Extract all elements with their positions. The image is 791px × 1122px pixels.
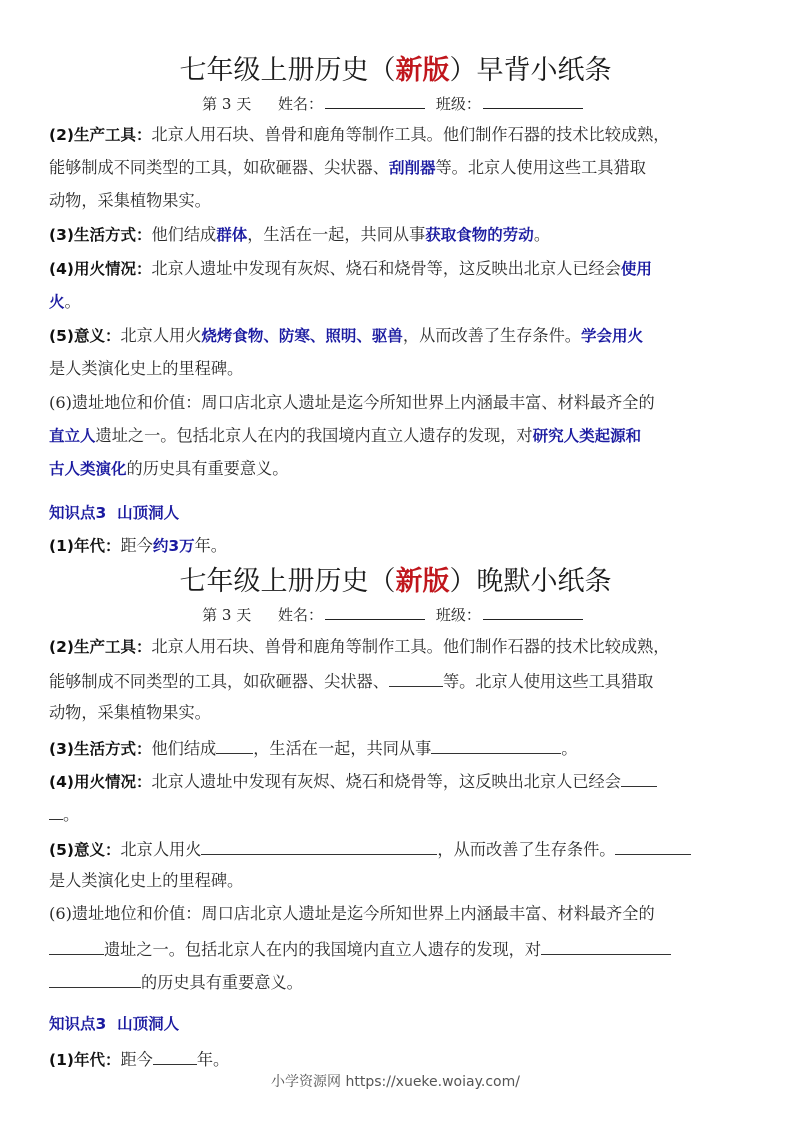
morning-subheader xyxy=(0,93,791,114)
text: 的历史具有重要意义。 xyxy=(126,459,289,478)
highlight: 古人类演化 xyxy=(49,460,127,478)
evening-title xyxy=(0,559,791,598)
text: 北京人用石块、兽骨和鹿角等制作工具。他们制作石器的技术比较成熟， xyxy=(151,125,670,144)
fill-blank[interactable] xyxy=(49,803,63,820)
text: 他们结成 xyxy=(151,739,217,758)
highlight: 烧烤食物、防寒、照明、驱兽 xyxy=(201,327,403,345)
title-highlight: 新版 xyxy=(395,566,450,597)
evening-meaning-line2 xyxy=(49,871,749,891)
morning-site-line3 xyxy=(49,459,749,479)
item-label: (3)生活方式： xyxy=(49,740,152,758)
text: 能够制成不同类型的工具，如砍砸器、尖状器、 xyxy=(49,672,389,691)
evening-fire-line2 xyxy=(49,803,749,825)
morning-title xyxy=(0,48,791,87)
text: 北京人遗址中发现有灰烬、烧石和烧骨等，这反映出北京人已经会 xyxy=(151,259,621,278)
knowledge-point: 知识点3 山顶洞人 xyxy=(49,1015,180,1033)
evening-era-line xyxy=(49,1048,749,1070)
evening-life-line xyxy=(49,737,749,759)
text: 动物，采集植物果实。 xyxy=(49,191,211,210)
class-field[interactable] xyxy=(483,94,583,109)
highlight: 群体 xyxy=(216,226,248,244)
item-label: (4)用火情况： xyxy=(49,260,152,278)
text: 北京人遗址中发现有灰烬、烧石和烧骨等，这反映出北京人已经会 xyxy=(151,772,621,791)
item-label: (4)用火情况： xyxy=(49,773,152,791)
fill-blank[interactable] xyxy=(541,938,671,955)
morning-tools-line1 xyxy=(49,125,749,145)
text: 年。 xyxy=(196,1050,230,1069)
fill-blank[interactable] xyxy=(615,838,691,855)
highlight: 获取食物的劳动 xyxy=(425,226,534,244)
morning-knowledge-point-heading xyxy=(49,503,749,523)
class-field[interactable] xyxy=(483,605,583,620)
text: 他们结成 xyxy=(151,225,217,244)
name-label: 姓名： xyxy=(278,95,324,113)
text: 北京人用火 xyxy=(120,326,202,345)
name-field[interactable] xyxy=(325,94,425,109)
morning-fire-line1 xyxy=(49,259,749,279)
morning-site-line2 xyxy=(49,426,749,446)
text: (6)遗址地位和价值：周口店北京人遗址是迄今所知世界上内涵最丰富、材料最齐全的 xyxy=(49,904,655,923)
text: 距今 xyxy=(120,1050,153,1069)
morning-meaning-line1 xyxy=(49,326,749,346)
text: 距今 xyxy=(120,536,153,555)
title-highlight: 新版 xyxy=(395,55,450,86)
highlight: 研究人类起源和 xyxy=(532,427,642,445)
item-label: (5)意义： xyxy=(49,841,121,859)
text: 北京人用石块、兽骨和鹿角等制作工具。他们制作石器的技术比较成熟， xyxy=(151,637,670,656)
morning-meaning-line2 xyxy=(49,359,749,379)
evening-tools-line3 xyxy=(49,703,749,723)
evening-fire-line1 xyxy=(49,770,749,792)
evening-meaning-line1 xyxy=(49,838,749,860)
evening-knowledge-point-heading xyxy=(49,1014,749,1034)
fill-blank[interactable] xyxy=(431,737,561,754)
text: ，从而改善了生存条件。 xyxy=(402,326,581,345)
highlight: 刮削器 xyxy=(388,159,436,177)
highlight: 学会用火 xyxy=(580,327,643,345)
highlight: 火 xyxy=(49,293,65,311)
text: 。 xyxy=(561,739,578,758)
text: 。 xyxy=(533,225,550,244)
text: 动物，采集植物果实。 xyxy=(49,703,211,722)
fill-blank[interactable] xyxy=(153,1048,197,1065)
item-label: (1)年代： xyxy=(49,537,121,555)
text: 的历史具有重要意义。 xyxy=(141,973,303,992)
text: 遗址之一。包括北京人在内的我国境内直立人遗存的发现，对 xyxy=(104,940,542,959)
title-suffix: ）早背小纸条 xyxy=(449,55,612,86)
text: 等。北京人使用这些工具猎取 xyxy=(442,672,654,691)
morning-tools-line3 xyxy=(49,191,749,211)
name-field[interactable] xyxy=(325,605,425,620)
morning-fire-line2 xyxy=(49,292,749,312)
title-prefix: 七年级上册历史（ xyxy=(179,55,396,86)
text: 遗址之一。包括北京人在内的我国境内直立人遗存的发现，对 xyxy=(95,426,533,445)
text: ，生活在一起，共同从事 xyxy=(247,225,426,244)
morning-tools-line2 xyxy=(49,158,749,178)
text: ，生活在一起，共同从事 xyxy=(253,739,432,758)
highlight: 直立人 xyxy=(49,427,96,445)
day-label: 第 3 天 xyxy=(202,95,252,113)
day-label: 第 3 天 xyxy=(202,606,252,624)
text: ，从而改善了生存条件。 xyxy=(437,840,616,859)
morning-era-line xyxy=(49,536,749,556)
item-label: (5)意义： xyxy=(49,327,121,345)
item-label: (2)生产工具： xyxy=(49,638,152,656)
evening-site-line3 xyxy=(49,971,749,993)
text: 北京人用火 xyxy=(120,840,202,859)
text: 是人类演化史上的里程碑。 xyxy=(49,871,244,890)
text: 。 xyxy=(63,805,80,824)
text: 。 xyxy=(64,292,81,311)
fill-blank[interactable] xyxy=(216,737,253,754)
evening-site-line2 xyxy=(49,938,749,960)
text: 年。 xyxy=(194,536,227,555)
evening-site-line1 xyxy=(49,904,749,924)
class-label: 班级： xyxy=(435,606,481,624)
title-suffix: ）晚默小纸条 xyxy=(449,566,612,597)
item-label: (3)生活方式： xyxy=(49,226,152,244)
morning-life-line xyxy=(49,225,749,245)
knowledge-point: 知识点3 山顶洞人 xyxy=(49,504,180,522)
evening-tools-line1 xyxy=(49,637,749,657)
item-label: (1)年代： xyxy=(49,1051,121,1069)
fill-blank[interactable] xyxy=(621,770,657,787)
title-prefix: 七年级上册历史（ xyxy=(179,566,396,597)
morning-site-line1 xyxy=(49,393,749,413)
highlight: 约3万 xyxy=(152,537,195,555)
highlight: 使用 xyxy=(620,260,652,278)
text: (6)遗址地位和价值：周口店北京人遗址是迄今所知世界上内涵最丰富、材料最齐全的 xyxy=(49,393,655,412)
evening-tools-line2 xyxy=(49,670,749,692)
text: 等。北京人使用这些工具猎取 xyxy=(435,158,646,177)
fill-blank[interactable] xyxy=(49,938,104,955)
watermark: 小学资源网 https://xueke.woiay.com/ xyxy=(271,1074,520,1090)
item-label: (2)生产工具： xyxy=(49,126,152,144)
fill-blank[interactable] xyxy=(389,670,443,687)
text: 能够制成不同类型的工具，如砍砸器、尖状器、 xyxy=(49,158,389,177)
evening-subheader xyxy=(0,604,791,625)
text: 是人类演化史上的里程碑。 xyxy=(49,359,244,378)
name-label: 姓名： xyxy=(278,606,324,624)
class-label: 班级： xyxy=(435,95,481,113)
fill-blank[interactable] xyxy=(49,971,141,988)
fill-blank[interactable] xyxy=(201,838,437,855)
